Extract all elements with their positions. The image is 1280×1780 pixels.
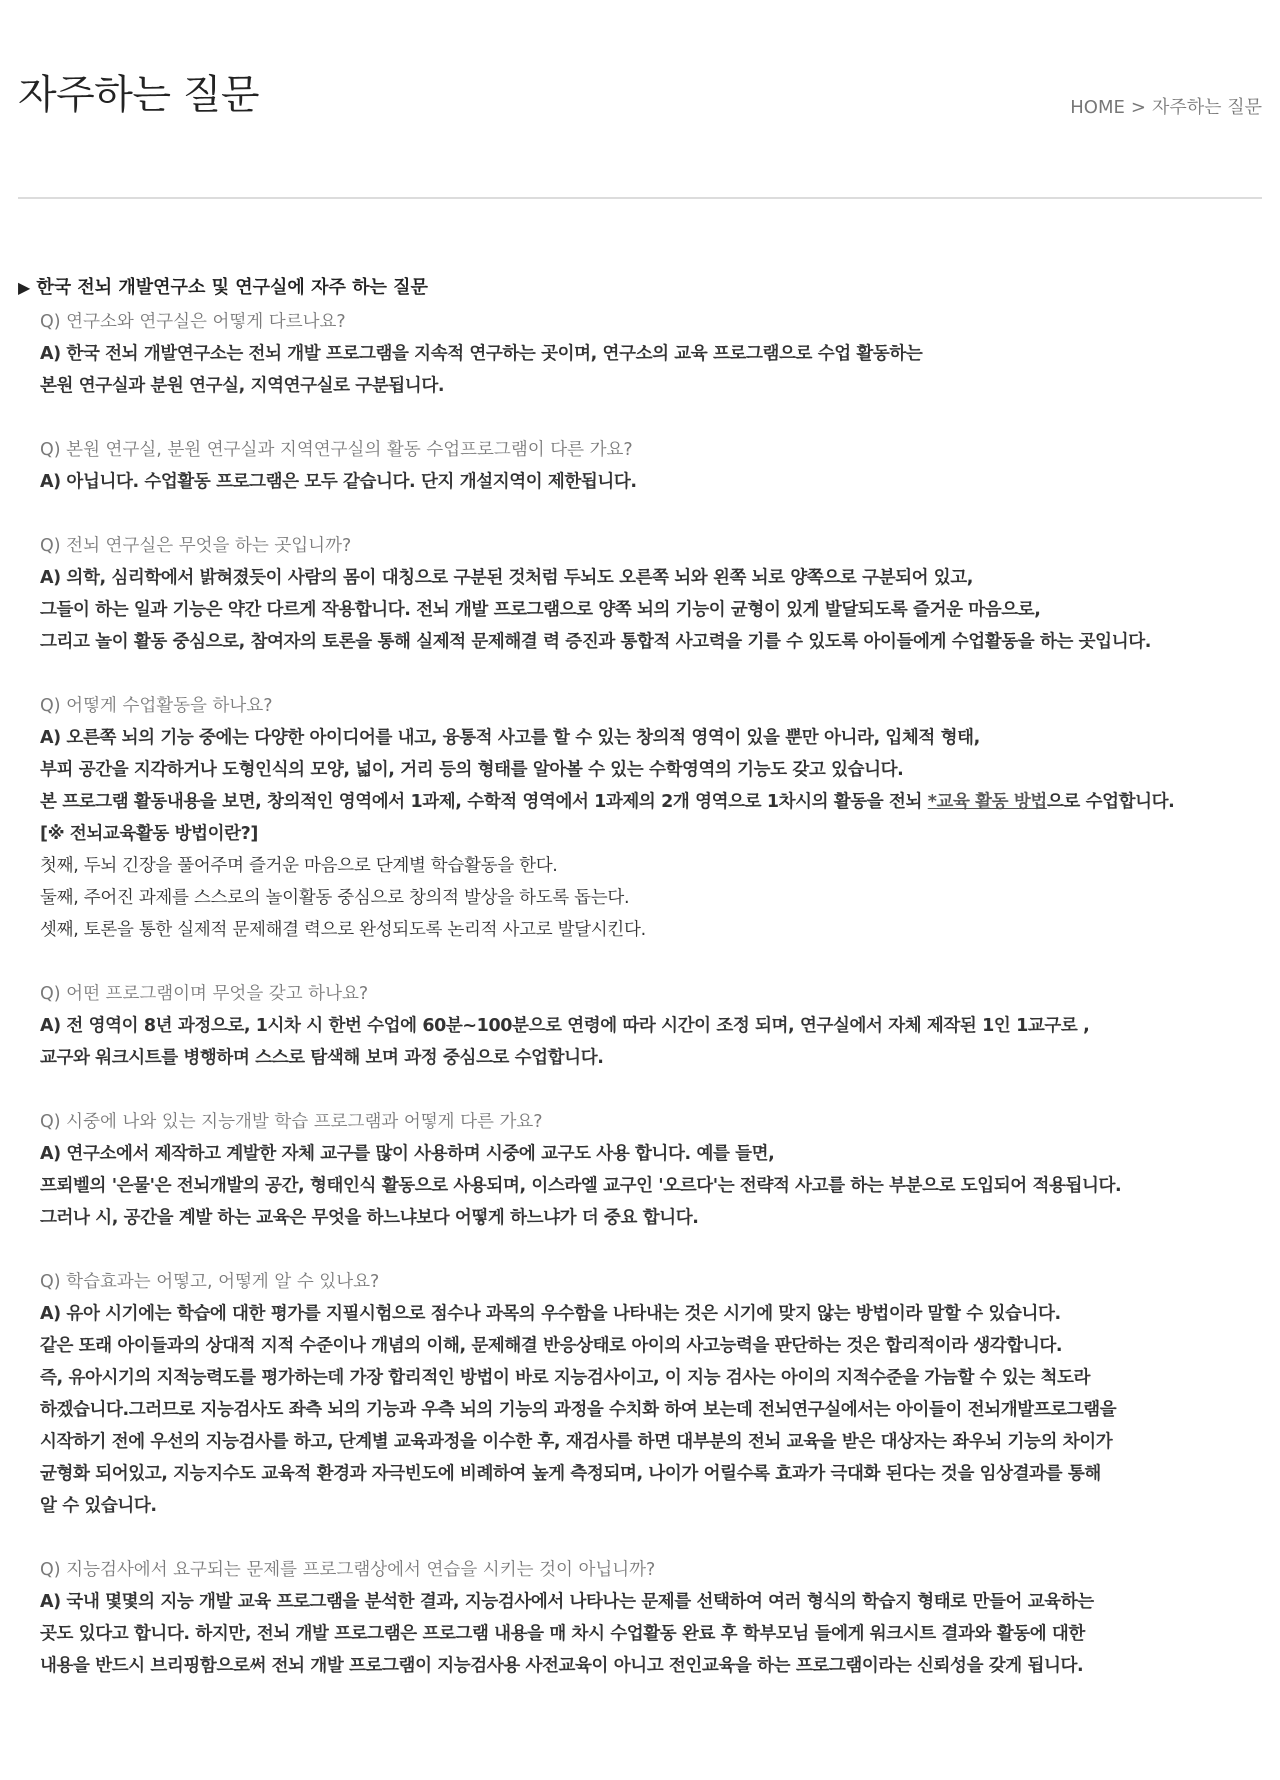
faq-item: [40, 306, 1268, 402]
faq-answer-line: 본원 연구실과 분원 연구실, 지역연구실로 구분됩니다.: [40, 376, 445, 396]
faq-answer-line: 둘째, 주어진 과제를 스스로의 놀이활동 중심으로 창의적 발상을 하도록 돕는다.: [40, 888, 630, 908]
faq-item: [40, 1106, 1268, 1234]
answer-text-before-link: 본 프로그램 활동내용을 보면, 창의적인 영역에서 1과제, 수학적 영역에서 1과제의 2개 영역으로 1차시의 활동을 전뇌: [40, 792, 928, 812]
faq-answer-line: A) 국내 몇몇의 지능 개발 교육 프로그램을 분석한 결과, 지능검사에서 나타나는 문제를 선택하여 여러 형식의 학습지 형태로 만들어 교육하는: [40, 1592, 1094, 1612]
faq-answer-line: 첫째, 두뇌 긴장을 풀어주며 즐거운 마음으로 단계별 학습활동을 한다.: [40, 856, 558, 876]
faq-item: [40, 434, 1268, 498]
faq-answer-line: A) 아닙니다. 수업활동 프로그램은 모두 같습니다. 단지 개설지역이 제한됩니다.: [40, 472, 637, 492]
page-title: 자주하는 질문: [18, 72, 260, 118]
faq-question: Q) 학습효과는 어떻고, 어떻게 알 수 있나요?: [40, 1272, 380, 1292]
faq-question: Q) 어떤 프로그램이며 무엇을 갖고 하나요?: [40, 984, 369, 1004]
faq-question: Q) 본원 연구실, 분원 연구실과 지역연구실의 활동 수업프로그램이 다른 가요?: [40, 440, 633, 460]
faq-answer-line: A) 한국 전뇌 개발연구소는 전뇌 개발 프로그램을 지속적 연구하는 곳이며, 연구소의 교육 프로그램으로 수업 활동하는: [40, 344, 923, 364]
faq-answer-line: 프뢰벨의 '은물'은 전뇌개발의 공간, 형태인식 활동으로 사용되며, 이스라엘 교구인 '오르다'는 전략적 사고를 하는 부분으로 도입되어 적용됩니다.: [40, 1176, 1122, 1196]
faq-content: [18, 276, 1268, 1714]
education-method-link[interactable]: *교육 활동 방법: [927, 792, 1047, 812]
faq-answer-line: 즉, 유아시기의 지적능력도를 평가하는데 가장 합리적인 방법이 바로 지능검사이고, 이 지능 검사는 아이의 지적수준을 가늠할 수 있는 척도라: [40, 1368, 1091, 1388]
faq-list: [18, 306, 1268, 1682]
faq-answer-note: [※ 전뇌교육활동 방법이란?]: [40, 824, 258, 844]
breadcrumb: [1070, 96, 1262, 120]
header-divider: [18, 197, 1262, 199]
faq-question: Q) 전뇌 연구실은 무엇을 하는 곳입니까?: [40, 536, 352, 556]
faq-answer-line: 균형화 되어있고, 지능지수도 교육적 환경과 자극빈도에 비례하여 높게 측정되며, 나이가 어릴수록 효과가 극대화 된다는 것을 임상결과를 통해: [40, 1464, 1101, 1484]
section-heading: [18, 276, 1268, 300]
faq-question: Q) 시중에 나와 있는 지능개발 학습 프로그램과 어떻게 다른 가요?: [40, 1112, 543, 1132]
breadcrumb-separator: >: [1130, 97, 1146, 118]
faq-answer-line: 그러나 시, 공간을 계발 하는 교육은 무엇을 하느냐보다 어떻게 하느냐가 더 중요 합니다.: [40, 1208, 699, 1228]
faq-item: [40, 690, 1268, 946]
faq-question: Q) 지능검사에서 요구되는 문제를 프로그램상에서 연습을 시키는 것이 아닙니까?: [40, 1560, 656, 1580]
faq-item: [40, 978, 1268, 1074]
faq-item: [40, 530, 1268, 658]
faq-answer-line: A) 오른쪽 뇌의 기능 중에는 다양한 아이디어를 내고, 융통적 사고를 할 수 있는 창의적 영역이 있을 뿐만 아니라, 입체적 형태,: [40, 728, 980, 748]
faq-question: Q) 연구소와 연구실은 어떻게 다르나요?: [40, 312, 346, 332]
faq-answer-line: 시작하기 전에 우선의 지능검사를 하고, 단계별 교육과정을 이수한 후, 재검사를 하면 대부분의 전뇌 교육을 받은 대상자는 좌우뇌 기능의 차이가: [40, 1432, 1113, 1452]
faq-answer-line: 그들이 하는 일과 기능은 약간 다르게 작용합니다. 전뇌 개발 프로그램으로 양쪽 뇌의 기능이 균형이 있게 발달되도록 즐거운 마음으로,: [40, 600, 1041, 620]
faq-answer-line: A) 유아 시기에는 학습에 대한 평가를 지필시험으로 점수나 과목의 우수함을 나타내는 것은 시기에 맞지 않는 방법이라 말할 수 있습니다.: [40, 1304, 1061, 1324]
faq-answer-line: A) 의학, 심리학에서 밝혀졌듯이 사람의 몸이 대칭으로 구분된 것처럼 두뇌도 오른쪽 뇌와 왼쪽 뇌로 양쪽으로 구분되어 있고,: [40, 568, 974, 588]
faq-answer-line: 교구와 워크시트를 병행하며 스스로 탐색해 보며 과정 중심으로 수업합니다.: [40, 1048, 604, 1068]
faq-answer-line: 부피 공간을 지각하거나 도형인식의 모양, 넓이, 거리 등의 형태를 알아볼 수 있는 수학영역의 기능도 갖고 있습니다.: [40, 760, 904, 780]
faq-question: Q) 어떻게 수업활동을 하나요?: [40, 696, 273, 716]
faq-answer-line: 같은 또래 아이들과의 상대적 지적 수준이나 개념의 이해, 문제해결 반응상태로 아이의 사고능력을 판단하는 것은 합리적이라 생각합니다.: [40, 1336, 1063, 1356]
triangle-right-icon: ▶: [18, 278, 31, 297]
page-header: [18, 0, 1262, 200]
faq-answer-line: 그리고 놀이 활동 중심으로, 참여자의 토론을 통해 실제적 문제해결 력 증진과 통합적 사고력을 기를 수 있도록 아이들에게 수업활동을 하는 곳입니다.: [40, 632, 1151, 652]
section-heading-text: 한국 전뇌 개발연구소 및 연구실에 자주 하는 질문: [36, 277, 428, 298]
faq-answer-line: A) 연구소에서 제작하고 계발한 자체 교구를 많이 사용하며 시중에 교구도 사용 합니다. 예를 들면,: [40, 1144, 775, 1164]
faq-answer-line: 곳도 있다고 합니다. 하지만, 전뇌 개발 프로그램은 프로그램 내용을 매 차시 수업활동 완료 후 학부모님 들에게 워크시트 결과와 활동에 대한: [40, 1624, 1085, 1644]
faq-item: [40, 1554, 1268, 1682]
faq-answer-line: 하겠습니다.그러므로 지능검사도 좌측 뇌의 기능과 우측 뇌의 기능의 과정을 수치화 하여 보는데 전뇌연구실에서는 아이들이 전뇌개발프로그램을: [40, 1400, 1117, 1420]
faq-answer-line-with-link: [40, 786, 1268, 818]
faq-answer-line: 알 수 있습니다.: [40, 1496, 157, 1516]
breadcrumb-home-link[interactable]: HOME: [1070, 97, 1125, 118]
answer-text-after-link: 으로 수업합니다.: [1046, 792, 1175, 812]
faq-answer-line: 셋째, 토론을 통한 실제적 문제해결 력으로 완성되도록 논리적 사고로 발달시킨다.: [40, 920, 646, 940]
faq-answer-line: A) 전 영역이 8년 과정으로, 1시차 시 한번 수업에 60분~100분으로 연령에 따라 시간이 조정 되며, 연구실에서 자체 제작된 1인 1교구로 ,: [40, 1016, 1090, 1036]
breadcrumb-current: 자주하는 질문: [1151, 97, 1262, 118]
faq-item: [40, 1266, 1268, 1522]
faq-answer-line: 내용을 반드시 브리핑함으로써 전뇌 개발 프로그램이 지능검사용 사전교육이 아니고 전인교육을 하는 프로그램이라는 신뢰성을 갖게 됩니다.: [40, 1656, 1084, 1676]
